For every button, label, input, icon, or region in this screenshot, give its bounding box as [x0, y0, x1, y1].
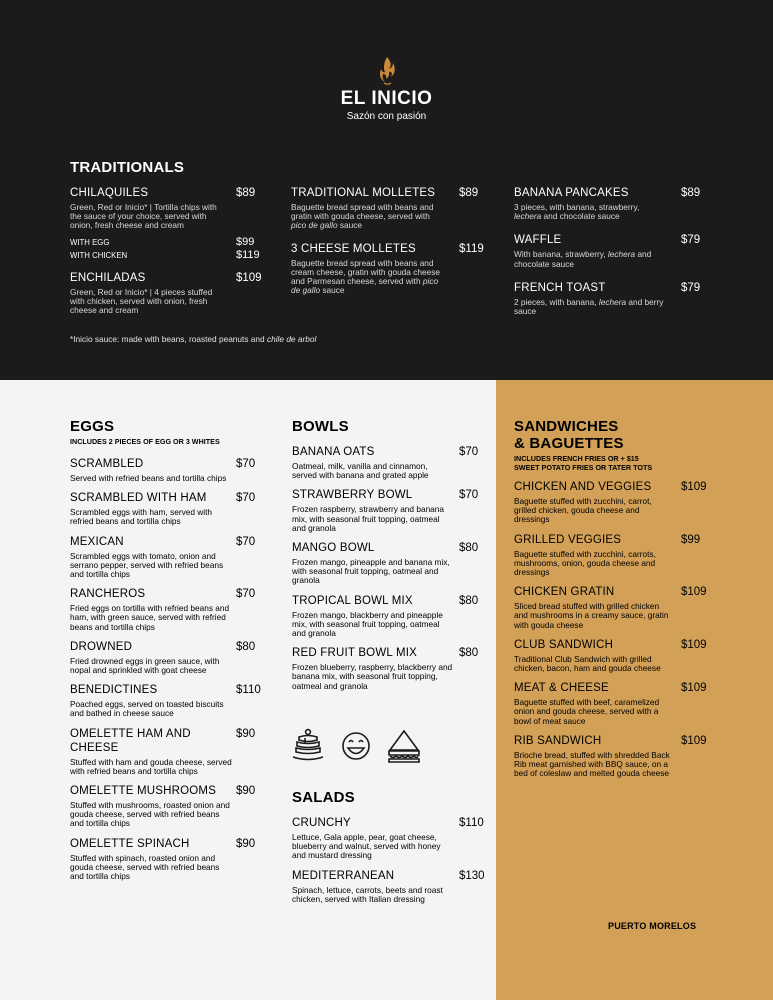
item-description: Fried drowned eggs in green sauce, with nopal and sprinkled with goat cheese — [70, 655, 220, 676]
item-price: $89 — [236, 187, 256, 199]
item-name: BANANA PANCAKES — [514, 187, 629, 199]
item-description: Lettuce, Gala apple, pear, goat cheese, blueberry and walnut, served with honey and mustard dressing — [292, 832, 441, 861]
food-icons-row — [291, 728, 421, 768]
item-price: $99 — [681, 533, 701, 546]
item-price: $79 — [681, 281, 701, 294]
item-description: Baguette bread spread with beans and gratin with gouda cheese, served with pico de gallo sauce — [291, 202, 434, 231]
item-price: $70 — [459, 446, 479, 458]
flame-logo-icon — [377, 56, 397, 86]
brand-tagline: Sazón con pasión — [346, 111, 427, 122]
location-label: PUERTO MORELOS — [608, 921, 697, 931]
item-description: Frozen raspberry, strawberry and banana mix, with seasonal fruit topping, oatmeal and granola — [292, 504, 445, 533]
item-name: OMELETTE SPINACH — [70, 837, 190, 850]
item-description: Frozen blueberry, raspberry, blackberry and banana mix, with seasonal fruit topping, oatmeal and granola — [292, 662, 453, 691]
menu-item — [514, 233, 714, 268]
item-description: 3 pieces, with banana, strawberry, lechera and chocolate sauce — [514, 202, 640, 222]
item-price: $80 — [459, 647, 479, 660]
item-description: With banana, strawberry, lechera and chocolate sauce — [514, 249, 652, 269]
menu-item — [70, 683, 265, 718]
item-description: Fried eggs on tortilla with refried beans and ham, with green sauce, served with refried beans and tortilla chips — [70, 603, 230, 632]
menu-item — [514, 533, 714, 578]
traditionals-title: TRADITIONALS — [70, 159, 185, 176]
item-name: CRUNCHY — [292, 817, 351, 829]
item-name: CLUB SANDWICH — [514, 638, 614, 651]
item-price: $70 — [459, 489, 479, 502]
item-description: Spinach, lettuce, carrots, beets and roast chicken, served with Italian dressing — [292, 884, 443, 904]
menu-item — [70, 535, 265, 580]
item-price: $109 — [681, 481, 707, 493]
menu-item — [70, 837, 265, 882]
item-description: Scrambled eggs with ham, served with refried beans and tortilla chips — [70, 507, 213, 527]
item-price: $109 — [681, 682, 707, 695]
menu-item — [292, 541, 487, 586]
eggs-list — [70, 457, 265, 881]
menu-item — [70, 457, 265, 483]
item-name: CHICKEN GRATIN — [514, 586, 615, 599]
menu-item — [514, 585, 714, 630]
item-description: Baguette stuffed with zucchini, carrot, grilled chicken, gouda cheese and dressings — [514, 496, 652, 525]
menu-item — [70, 727, 265, 776]
sandwiches-subtitle: INCLUDES FRENCH FRIES OR + $15 SWEET POTATO FRIES OR TATER TOTS — [514, 454, 653, 472]
menu-item — [514, 480, 714, 525]
item-description: Baguette stuffed with zucchini, carrots, mushrooms, onion, gouda cheese and dressings — [514, 548, 656, 578]
item-description: Served with refried beans and tortilla chips — [70, 473, 227, 483]
item-name: ENCHILADAS — [70, 271, 146, 284]
traditionals-col-3 — [514, 186, 714, 316]
item-price: $110 — [459, 817, 484, 829]
item-name: WAFFLE — [514, 234, 562, 247]
item-name: OMELETTE MUSHROOMS — [70, 785, 217, 798]
menu-item — [291, 242, 491, 296]
item-name: SCRAMBLED WITH HAM — [70, 492, 207, 505]
item-price: $70 — [236, 458, 256, 470]
item-price: $119 — [459, 242, 484, 255]
brand-name: EL INICIO — [340, 88, 433, 109]
item-description: Green, Red or Inicio* | 4 pieces stuffed with chicken, served with onion, fresh cheese and cream — [70, 286, 213, 316]
item-price: $70 — [236, 588, 256, 601]
item-price: $109 — [681, 638, 707, 651]
menu-item — [292, 869, 487, 904]
item-description: Traditional Club Sandwich with grilled chicken, bacon, ham and gouda cheese — [514, 653, 661, 674]
sandwiches-title: SANDWICHES & BAGUETTES — [514, 418, 624, 452]
item-price: $109 — [236, 271, 262, 284]
item-price: $89 — [459, 187, 479, 199]
item-description: 2 pieces, with banana, lechera and berry sauce — [514, 296, 664, 317]
item-price: $80 — [236, 640, 256, 653]
smiley-face-icon — [339, 728, 373, 764]
item-description: Frozen mango, blackberry and pineapple mix, with seasonal fruit topping, oatmeal and granola — [292, 609, 443, 639]
item-price: $110 — [236, 684, 261, 697]
item-description: Brioche bread, stuffed with shredded Back Rib meat garnished with BBQ sauce, on a bed of coleslaw and melted gouda cheese — [514, 749, 670, 779]
item-price: $109 — [681, 734, 707, 747]
item-description: Scrambled eggs with tomato, onion and serrano pepper, served with refried beans and tortilla chips — [70, 550, 224, 580]
item-name: RED FRUIT BOWL MIX — [292, 647, 417, 660]
salads-title: SALADS — [292, 789, 355, 806]
item-name: BENEDICTINES — [70, 684, 158, 697]
menu-item — [70, 186, 260, 263]
item-description: Stuffed with ham and gouda cheese, served with refried beans and tortilla chips — [70, 756, 232, 776]
traditionals-section — [0, 0, 773, 380]
salads-list — [292, 816, 487, 904]
item-name: SCRAMBLED — [70, 458, 144, 470]
item-name: RANCHEROS — [70, 588, 146, 601]
item-name: TRADITIONAL MOLLETES — [291, 187, 436, 199]
menu-item — [292, 488, 487, 533]
sandwich-icon — [387, 728, 421, 764]
item-name: CHILAQUILES — [70, 187, 149, 199]
menu-item — [514, 281, 714, 316]
bowls-title: BOWLS — [292, 418, 349, 435]
item-description: Green, Red or Inicio* | Tortilla chips with the sauce of your choice, served with onion, fresh cheese and cream — [70, 202, 217, 231]
item-description: Baguette stuffed with beef, caramelized onion and gouda cheese, served with a bowl of meat sauce — [514, 697, 660, 726]
item-description: Poached eggs, served on toasted biscuits and bathed in cheese sauce — [70, 699, 224, 719]
menu-item — [70, 271, 260, 316]
traditionals-col-1 — [70, 186, 260, 315]
menu-item — [292, 445, 487, 480]
item-price: $79 — [681, 234, 701, 247]
inicio-sauce-footnote: *Inicio sauce: made with beans, roasted peanuts and chile de arbol — [70, 334, 317, 344]
item-description: Oatmeal, milk, vanilla and cinnamon, served with banana and grated apple — [292, 461, 429, 481]
item-description: Baguette bread spread with beans and cream cheese, gratin with gouda cheese and Parmesan cheese, served with pico de gallo sauce — [291, 257, 440, 296]
item-name: MEXICAN — [70, 535, 124, 548]
bowls-list — [292, 445, 487, 691]
option-price: $119 — [236, 248, 260, 261]
item-name: STRAWBERRY BOWL — [292, 489, 413, 502]
menu-item — [70, 491, 265, 526]
item-price: $89 — [681, 187, 701, 199]
option-price: $99 — [236, 235, 255, 248]
eggs-title: EGGS — [70, 418, 115, 435]
menu-item — [514, 186, 714, 221]
option-label: WITH EGG — [70, 237, 110, 247]
menu-item — [514, 638, 714, 673]
item-name: TROPICAL BOWL MIX — [292, 594, 413, 607]
item-description: Frozen mango, pineapple and banana mix, with seasonal fruit topping, oatmeal and granola — [292, 557, 450, 586]
item-price: $70 — [236, 492, 256, 505]
menu-item — [291, 186, 491, 231]
eggs-subtitle: INCLUDES 2 PIECES OF EGG OR 3 WHITES — [70, 437, 220, 446]
item-name: 3 CHEESE MOLLETES — [291, 242, 416, 255]
menu-item — [70, 784, 265, 829]
item-price: $109 — [681, 586, 707, 599]
menu-item — [292, 646, 487, 691]
item-name: BANANA OATS — [292, 446, 375, 458]
menu-item — [292, 594, 487, 639]
menu-item — [70, 587, 265, 632]
item-name: MEDITERRANEAN — [292, 869, 395, 882]
pancakes-icon — [291, 728, 325, 764]
item-name: OMELETTE HAM AND CHEESE — [70, 727, 191, 754]
menu-item — [514, 681, 714, 726]
item-price: $130 — [459, 869, 485, 882]
item-option — [70, 250, 260, 263]
item-name: MANGO BOWL — [292, 542, 375, 555]
item-name: RIB SANDWICH — [514, 734, 602, 747]
traditionals-col-2 — [291, 186, 491, 295]
item-name: CHICKEN AND VEGGIES — [514, 481, 652, 493]
item-option — [70, 237, 260, 250]
option-label: WITH CHICKEN — [70, 250, 128, 260]
item-name: FRENCH TOAST — [514, 281, 606, 294]
item-price: $80 — [459, 594, 479, 607]
item-price: $90 — [236, 837, 256, 850]
item-description: Stuffed with spinach, roasted onion and gouda cheese, served with refried beans and tortilla chips — [70, 852, 220, 882]
menu-item — [292, 816, 487, 861]
menu-item — [70, 640, 265, 675]
item-description: Sliced bread stuffed with grilled chicken and mushrooms in a creamy sauce, gratin with gouda cheese — [514, 601, 669, 630]
item-description: Stuffed with mushrooms, roasted onion and gouda cheese, served with refried beans and tortilla chips — [70, 800, 230, 829]
brand-header — [0, 56, 773, 122]
item-price: $70 — [236, 535, 256, 548]
item-name: MEAT & CHEESE — [514, 682, 609, 695]
item-price: $90 — [236, 785, 256, 798]
item-price: $90 — [236, 727, 256, 740]
sandwiches-list — [514, 480, 714, 778]
item-name: DROWNED — [70, 640, 133, 653]
item-name: GRILLED VEGGIES — [514, 533, 622, 546]
menu-item — [514, 734, 714, 779]
item-price: $80 — [459, 542, 479, 555]
